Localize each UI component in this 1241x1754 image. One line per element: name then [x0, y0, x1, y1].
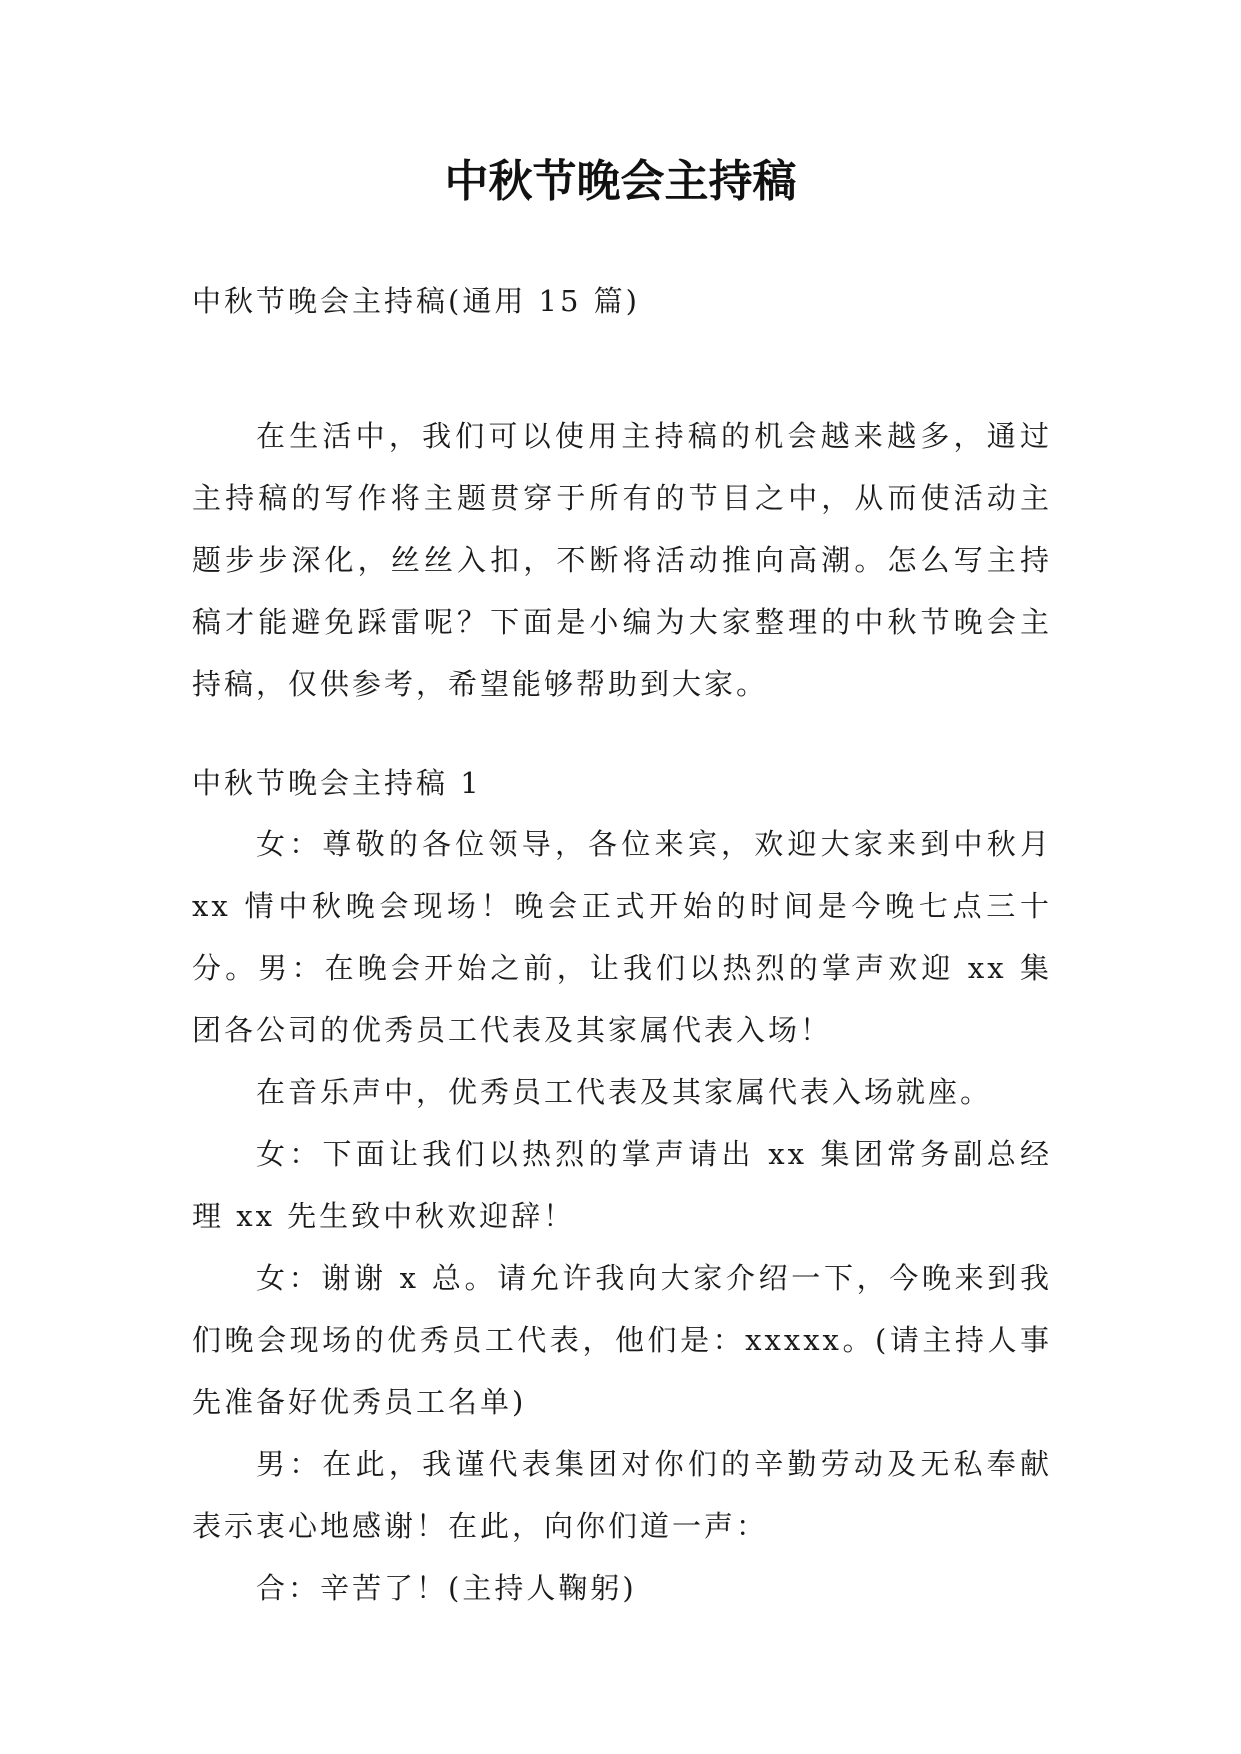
dialogue-paragraph: 女：下面让我们以热烈的掌声请出 xx 集团常务副总经理 xx 先生致中秋欢迎辞！	[192, 1137, 1052, 1233]
section-title: 中秋节晚会主持稿 1	[192, 766, 482, 800]
page-title: 中秋节晚会主持稿	[444, 156, 797, 207]
dialogue-paragraph: 在音乐声中，优秀员工代表及其家属代表入场就座。	[256, 1075, 993, 1109]
intro-paragraph: 在生活中，我们可以使用主持稿的机会越来越多，通过主持稿的写作将主题贯穿于所有的节目之中，从而使活动主题步步深化，丝丝入扣，不断将活动推向高潮。怎么写主持稿才能避免踩雷呢？下面是小编为大家整理的中秋节晚会主持稿，仅供参考，希望能够帮助到大家。	[192, 419, 1052, 701]
dialogue-paragraph: 女：谢谢 x 总。请允许我向大家介绍一下，今晚来到我们晚会现场的优秀员工代表，他们是：xxxxx。(请主持人事先准备好优秀员工名单)	[192, 1261, 1052, 1419]
dialogue-paragraph: 男：在此，我谨代表集团对你们的辛勤劳动及无私奉献表示衷心地感谢！在此，向你们道一声：	[192, 1447, 1052, 1543]
dialogue-paragraph: 女：尊敬的各位领导，各位来宾，欢迎大家来到中秋月 xx 情中秋晚会现场！晚会正式开始的时间是今晚七点三十分。男：在晚会开始之前，让我们以热烈的掌声欢迎 xx 集团各公司的优秀员工代表及其家属代表入场！	[192, 827, 1052, 1047]
dialogue-block	[192, 813, 1052, 1619]
document-subtitle: 中秋节晚会主持稿(通用 15 篇)	[192, 284, 640, 318]
intro-block	[192, 405, 1052, 715]
dialogue-paragraph: 合：辛苦了！(主持人鞠躬)	[256, 1571, 637, 1605]
